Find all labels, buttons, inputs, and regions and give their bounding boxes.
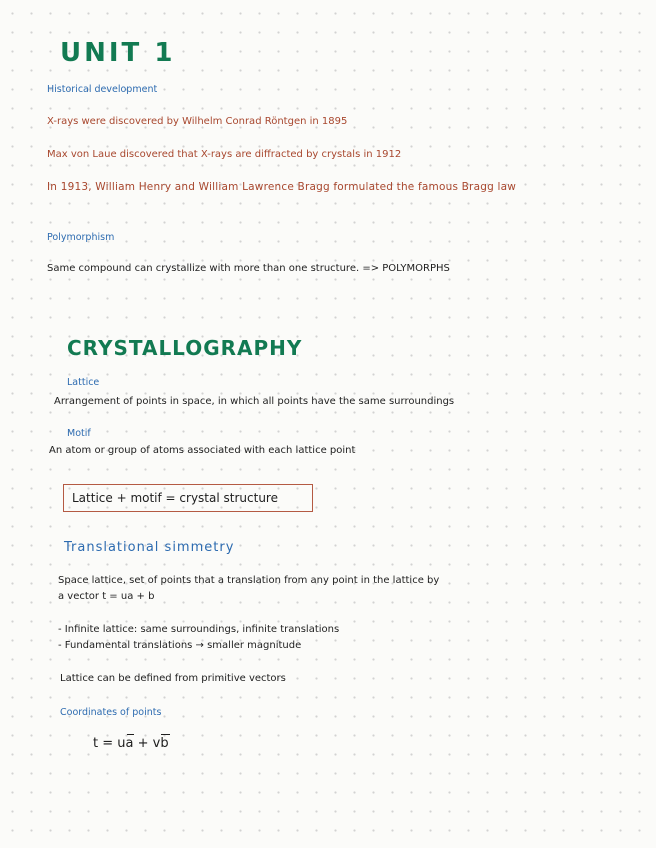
- polymorphism-heading: Polymorphism: [47, 232, 115, 243]
- section-title: CRYSTALLOGRAPHY: [67, 336, 303, 360]
- coordinates-heading: Coordinates of points: [60, 707, 162, 718]
- history-line-3: In 1913, William Henry and William Lawrence Bragg formulated the famous Bragg law: [47, 181, 517, 193]
- space-lattice-line-2: a vector t = ua + b: [58, 591, 155, 602]
- primitive-vectors-text: Lattice can be defined from primitive vectors: [60, 673, 286, 684]
- bullet-infinite-lattice: - Infinite lattice: same surroundings, infinite translations: [58, 624, 340, 635]
- motif-heading: Motif: [67, 428, 91, 439]
- lattice-heading: Lattice: [67, 377, 100, 388]
- translational-heading: Translational simmetry: [64, 540, 235, 555]
- history-line-1: X-rays were discovered by Wilhelm Conrad Röntgen in 1895: [47, 116, 348, 127]
- motif-text: An atom or group of atoms associated with each lattice point: [49, 445, 356, 456]
- historical-heading: Historical development: [47, 84, 158, 95]
- history-line-2: Max von Laue discovered that X-rays are diffracted by crystals in 1912: [47, 149, 402, 160]
- definition-box-text: Lattice + motif = crystal structure: [72, 491, 278, 505]
- definition-box: [63, 484, 313, 512]
- bullet-fundamental-translations: - Fundamental translations → smaller magnitude: [58, 640, 302, 651]
- lattice-text: Arrangement of points in space, in which all points have the same surroundings: [54, 396, 455, 407]
- vector-b: b: [160, 736, 169, 751]
- vector-a: a: [125, 736, 134, 751]
- polymorphism-text: Same compound can crystallize with more than one structure. => POLYMORPHS: [47, 263, 450, 274]
- coordinate-formula: t = ua + vb: [93, 736, 169, 751]
- unit-title: UNIT 1: [60, 38, 176, 68]
- space-lattice-line-1: Space lattice, set of points that a translation from any point in the lattice by: [58, 575, 440, 586]
